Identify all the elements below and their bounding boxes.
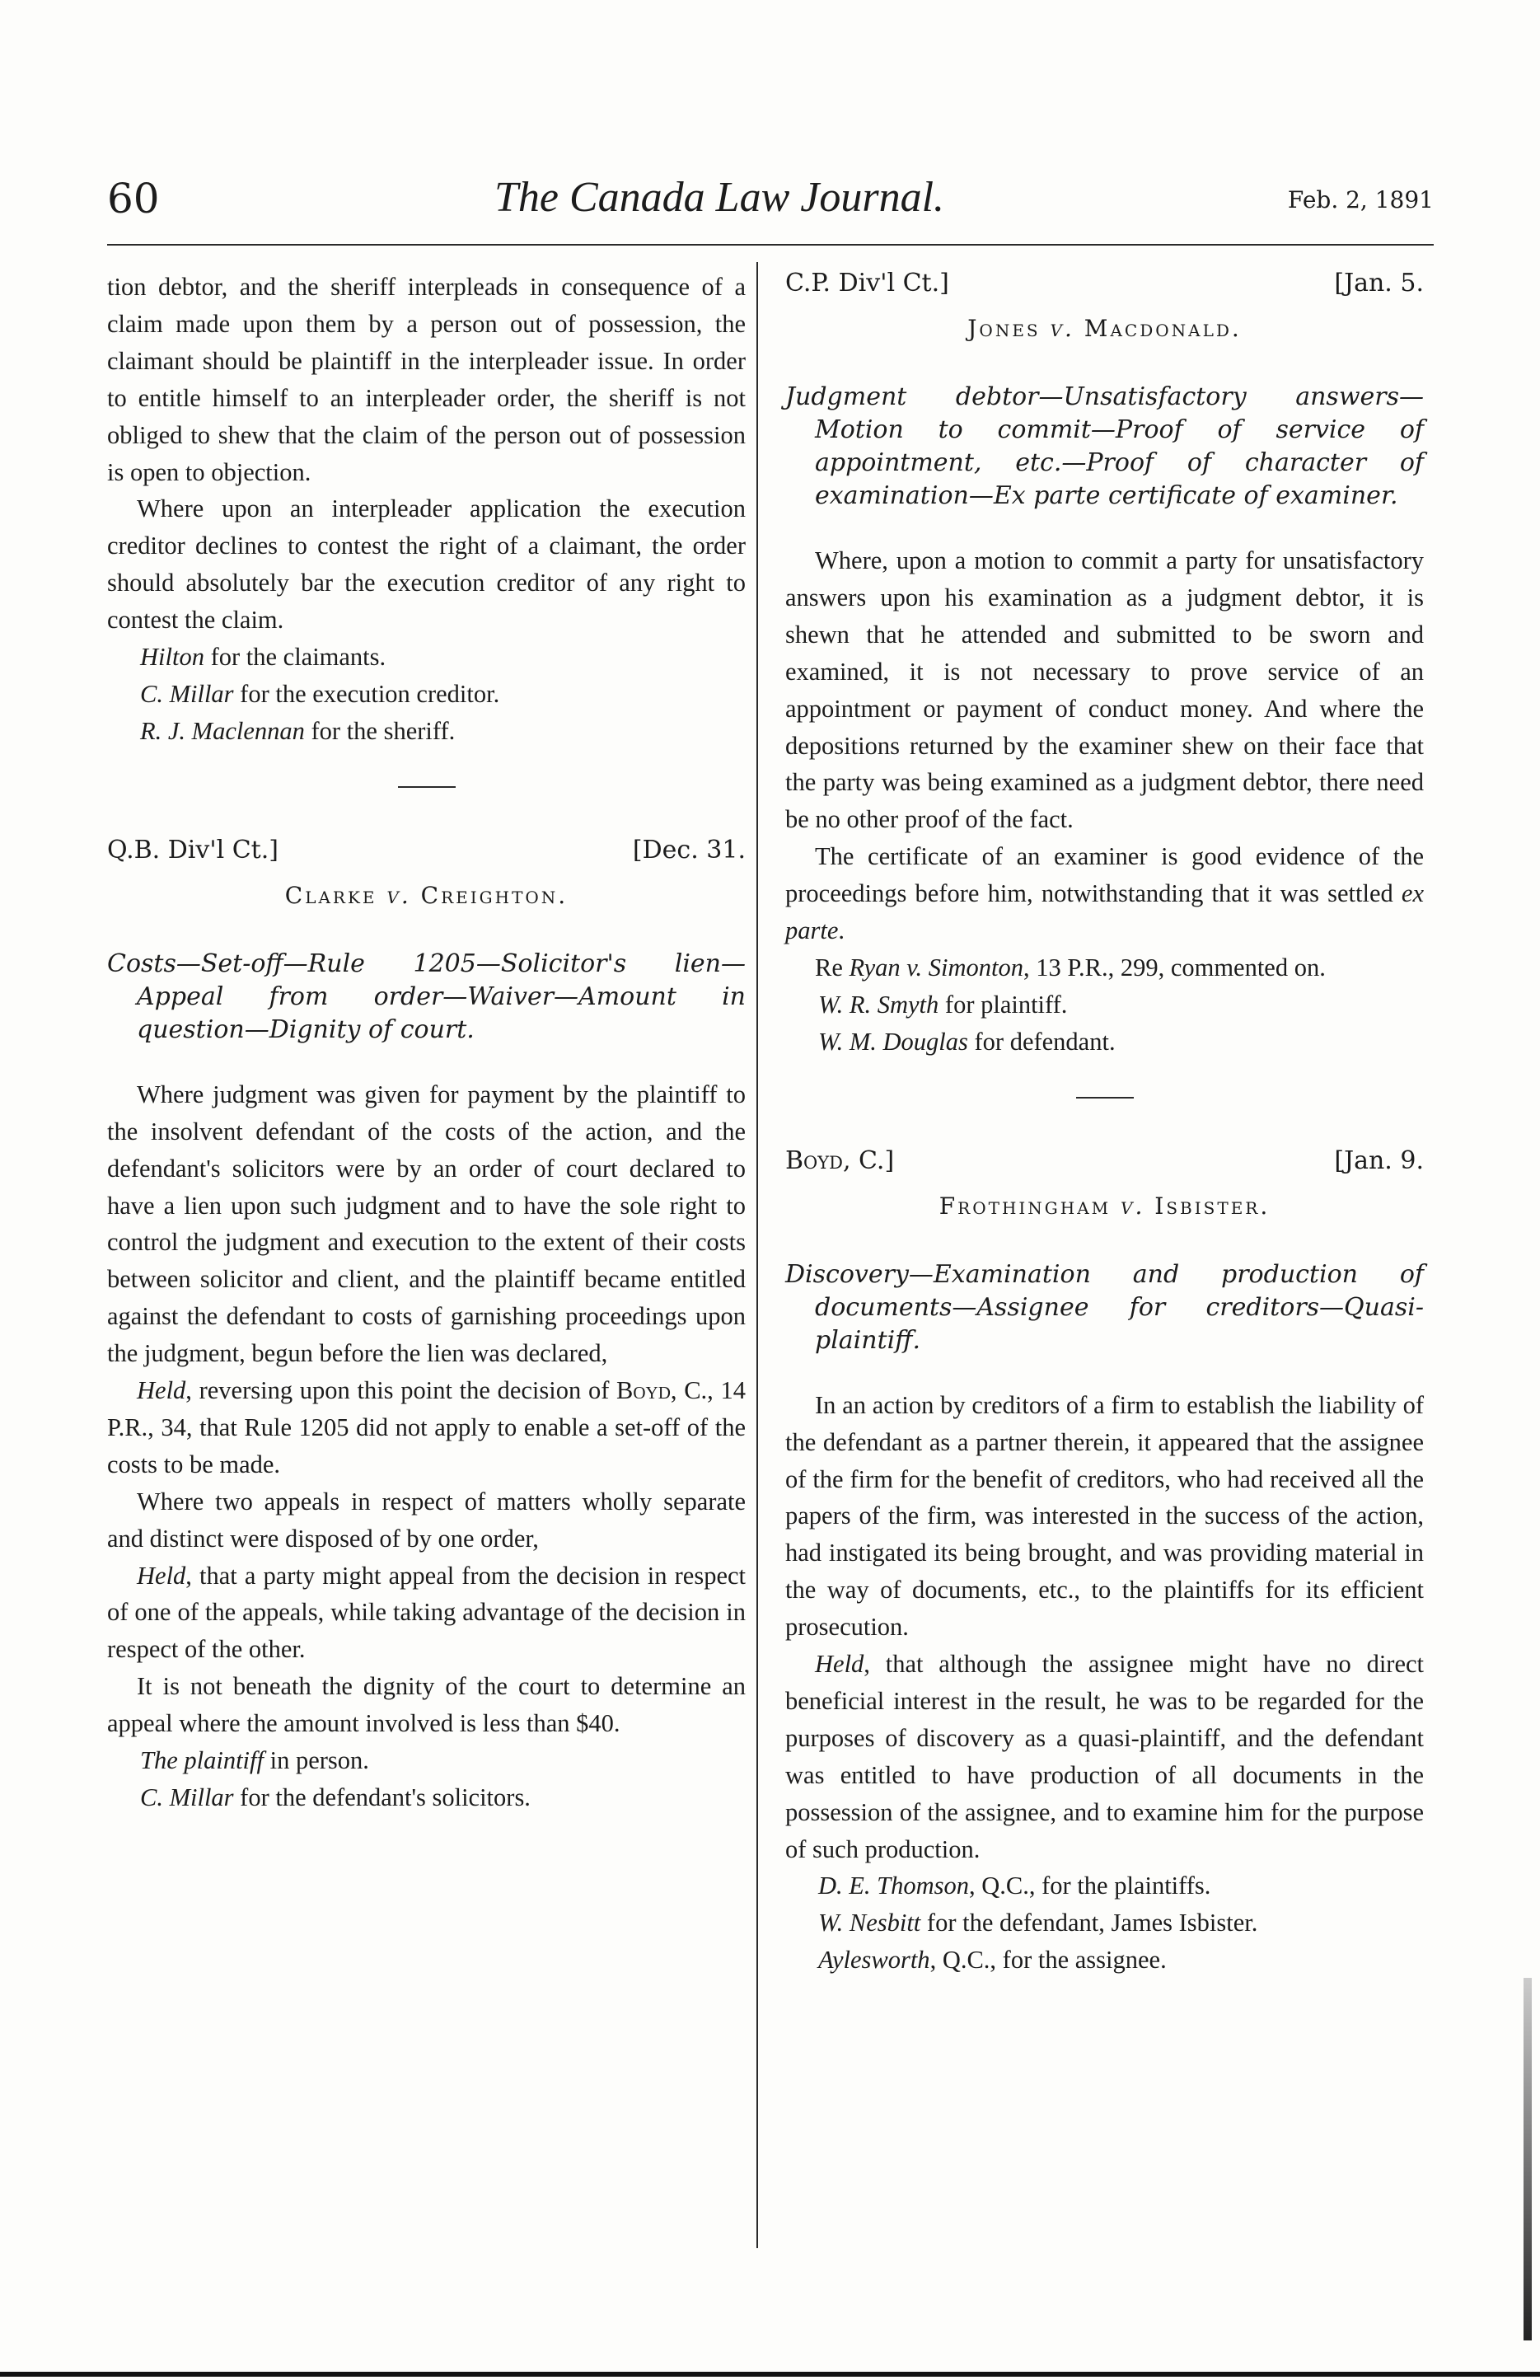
counsel-line: W. Nesbitt for the defendant, James Isbister.	[818, 1909, 1258, 1937]
counsel-name: W. M. Douglas	[818, 1027, 968, 1056]
headnote: Costs—Set-off—Rule 1205—Solicitor's lien—Appeal from order—Waiver—Amount in question—Dignity of court.	[107, 949, 746, 1044]
counsel-line: W. M. Douglas for defendant.	[818, 1027, 1116, 1056]
header-rule	[107, 244, 1434, 246]
court-name: Boyd, C.]	[785, 1145, 895, 1175]
counsel-line: D. E. Thomson, Q.C., for the plaintiffs.	[818, 1872, 1211, 1900]
case-title: Jones v. Macdonald.	[967, 315, 1242, 342]
case-title: Frothingham v. Isbister.	[939, 1192, 1271, 1220]
case-date: [Jan. 9.	[1334, 1145, 1424, 1175]
page-edge-shadow	[1524, 1978, 1532, 2340]
paragraph: Where upon an interpleader application the execution creditor declines to contest the right of a claimant, the order should absolutely bar the execution creditor of any right to contest the claim.	[107, 494, 746, 635]
paragraph: Where two appeals in respect of matters wholly separate and distinct were disposed of by one order,	[107, 1487, 746, 1553]
paragraph: tion debtor, and the sheriff interpleads in consequence of a claim made upon them by a person out of possession, the claimant should be plaintiff in the interpleader issue. In order to entitle himself to an interpleader order, the sheriff is not obliged to shew that the claim of the person out of possession is open to objection.	[107, 273, 746, 486]
counsel-name: D. E. Thomson	[818, 1872, 970, 1900]
left-column	[107, 269, 746, 1816]
paragraph: Where, upon a motion to commit a party for unsatisfactory answers upon his examination as a judgment debtor, it is shewn that he attended and submitted to be sworn and examined, it is not necessary to prove service of an appointment or payment of conduct money. And where the depositions returned by the examiner shew on their face that the party was being examined as a judgment debtor, there need be no other proof of the fact.	[785, 546, 1424, 834]
counsel-line: Aylesworth, Q.C., for the assignee.	[818, 1946, 1167, 1975]
counsel-line: Hilton for the claimants.	[140, 643, 386, 672]
case-date: [Jan. 5.	[1334, 269, 1424, 298]
counsel-name: R. J. Maclennan	[140, 716, 305, 745]
paragraph: It is not beneath the dignity of the court to determine an appeal where the amount involved is less than $40.	[107, 1672, 746, 1738]
paragraph: Where judgment was given for payment by the plaintiff to the insolvent defendant of the costs of the action, and the defendant's solicitors were by an order of court declared to have a lien upon such judgment and to have the sole right to control the judgment and execution to the extent of their costs between solicitor and client, and the plaintiff became entitled against the defendant to costs of garnishing proceedings upon the judgment, begun before the lien was declared,	[107, 1080, 746, 1368]
court-name: Q.B. Div'l Ct.]	[107, 835, 279, 864]
issue-date: Feb. 2, 1891	[1287, 186, 1434, 213]
counsel-name: The plaintiff	[140, 1746, 264, 1775]
paragraph: Re Ryan v. Simonton, 13 P.R., 299, commented on.	[815, 953, 1326, 982]
paragraph: Held, that although the assignee might have no direct beneficial interest in the result, he was to be regarded for the purposes of discovery as a quasi-plaintiff, and the defendant was entitled to have production of all documents in the possession of the assignee, and to examine him for the purpose of such production.	[785, 1650, 1424, 1863]
counsel-name: W. Nesbitt	[818, 1909, 921, 1937]
paragraph: In an action by creditors of a firm to establish the liability of the defendant as a partner therein, it appeared that the assignee of the firm for the benefit of creditors, who had received all the papers of the firm, was interested in the success of the action, had instigated its being brought, and was providing material in the way of documents, etc., to the plaintiffs for its efficient prosecution.	[785, 1390, 1424, 1642]
case-title: Clarke v. Creighton.	[284, 881, 569, 909]
headnote: Judgment debtor—Unsatisfactory answers—Motion to commit—Proof of service of appointment, etc.—Proof of character of examination—Ex parte certificate of examiner.	[785, 382, 1424, 510]
paragraph: Held, reversing upon this point the decision of Boyd, C., 14 P.R., 34, that Rule 1205 did not apply to enable a set-off of the costs to be made.	[107, 1376, 746, 1478]
counsel-line: The plaintiff in person.	[140, 1746, 369, 1775]
case-date: [Dec. 31.	[632, 835, 746, 864]
column-divider	[756, 262, 758, 2248]
journal-title: The Canada Law Journal.	[494, 174, 945, 221]
running-header	[107, 165, 1434, 231]
court-name: C.P. Div'l Ct.]	[785, 269, 949, 298]
case-header	[785, 1146, 1424, 1189]
right-column	[785, 269, 1424, 1979]
counsel-name: C. Millar	[140, 679, 234, 708]
section-divider	[398, 786, 456, 788]
headnote: Discovery—Examination and production of documents—Assignee for creditors—Quasi-plaintiff.	[785, 1259, 1424, 1355]
counsel-name: C. Millar	[140, 1783, 234, 1811]
counsel-line: W. R. Smyth for plaintiff.	[818, 990, 1068, 1019]
counsel-name: W. R. Smyth	[818, 990, 939, 1019]
counsel-line: R. J. Maclennan for the sheriff.	[140, 716, 456, 745]
counsel-line: C. Millar for the execution creditor.	[140, 679, 500, 708]
counsel-name: Hilton	[140, 643, 204, 672]
paragraph: Held, that a party might appeal from the decision in respect of one of the appeals, while taking advantage of the decision in respect of the other.	[107, 1561, 746, 1664]
case-header	[107, 836, 746, 878]
case-header	[785, 269, 1424, 312]
counsel-name: Aylesworth	[818, 1946, 930, 1975]
page-bottom-edge	[0, 2372, 1540, 2377]
section-divider	[1076, 1097, 1134, 1099]
paragraph: The certificate of an examiner is good evidence of the proceedings before him, notwithstanding that it was settled ex parte.	[785, 842, 1424, 945]
page-number: 60	[107, 175, 160, 223]
counsel-line: C. Millar for the defendant's solicitors.	[140, 1783, 531, 1811]
